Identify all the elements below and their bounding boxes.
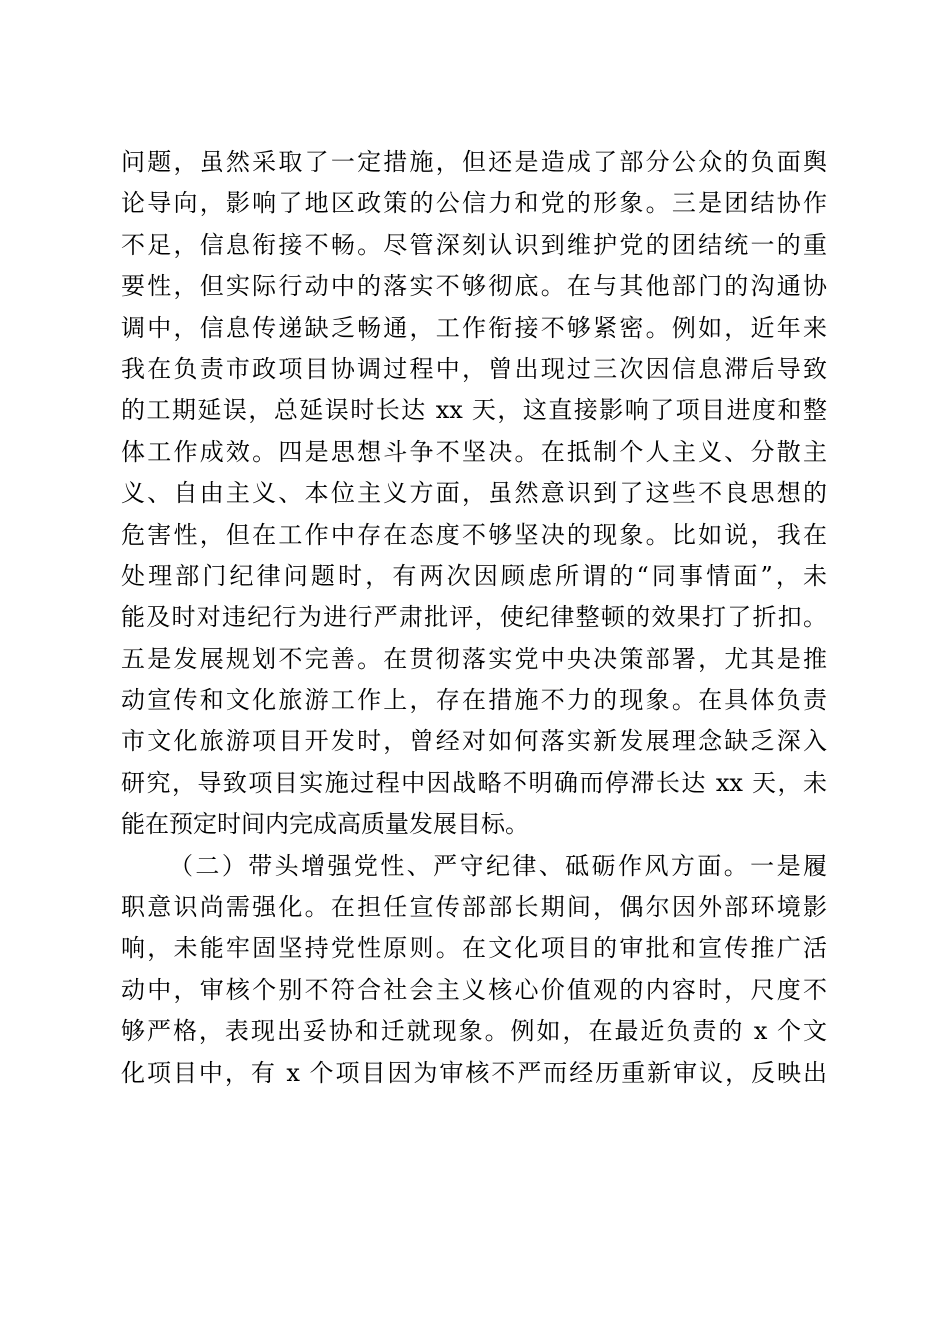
- text-line: 职意识尚需强化。在担任宣传部部长期间，偶尔因外部环境影: [121, 893, 827, 922]
- section-heading-line: （二）带头增强党性、严守纪律、砥砺作风方面。一是履: [169, 851, 827, 880]
- body-text: [121, 142, 827, 1094]
- text-line: 五是发展规划不完善。在贯彻落实党中央决策部署，尤其是推: [121, 644, 827, 673]
- text-line: 动宣传和文化旅游工作上，存在措施不力的现象。在具体负责: [121, 686, 827, 715]
- text-line: 体工作成效。四是思想斗争不坚决。在抵制个人主义、分散主: [121, 437, 827, 466]
- text-line: 调中，信息传递缺乏畅通，工作衔接不够紧密。例如，近年来: [121, 313, 827, 342]
- text-line: 研究，导致项目实施过程中因战略不明确而停滞长达 xx 天，未: [121, 768, 827, 797]
- text-line: 够严格，表现出妥协和迁就现象。例如，在最近负责的 x 个文: [121, 1017, 827, 1046]
- text-line: 问题，虽然采取了一定措施，但还是造成了部分公众的负面舆: [121, 148, 827, 176]
- text-line: 市文化旅游项目开发时，曾经对如何落实新发展理念缺乏深入: [121, 727, 827, 756]
- text-line: 不足，信息衔接不畅。尽管深刻认识到维护党的团结统一的重: [121, 230, 827, 259]
- text-line: 能及时对违纪行为进行严肃批评，使纪律整顿的效果打了折扣。: [121, 603, 827, 632]
- text-line: 论导向，影响了地区政策的公信力和党的形象。三是团结协作: [121, 189, 827, 218]
- text-line: 我在负责市政项目协调过程中，曾出现过三次因信息滞后导致: [121, 354, 827, 383]
- text-line: 能在预定时间内完成高质量发展目标。: [121, 810, 529, 839]
- text-line: 的工期延误，总延误时长达 xx 天，这直接影响了项目进度和整: [121, 396, 827, 425]
- text-line: 危害性，但在工作中存在态度不够坚决的现象。比如说，我在: [121, 520, 827, 549]
- text-line: 化项目中，有 x 个项目因为审核不严而经历重新审议，反映出: [121, 1058, 827, 1087]
- text-line: 动中，审核个别不符合社会主义核心价值观的内容时，尺度不: [121, 975, 827, 1004]
- text-line: 处理部门纪律问题时，有两次因顾虑所谓的“同事情面”，未: [121, 561, 827, 590]
- text-line: 要性，但实际行动中的落实不够彻底。在与其他部门的沟通协: [121, 272, 827, 301]
- text-line: 响，未能牢固坚持党性原则。在文化项目的审批和宣传推广活: [121, 934, 827, 963]
- text-line: 义、自由主义、本位主义方面，虽然意识到了这些不良思想的: [121, 479, 827, 508]
